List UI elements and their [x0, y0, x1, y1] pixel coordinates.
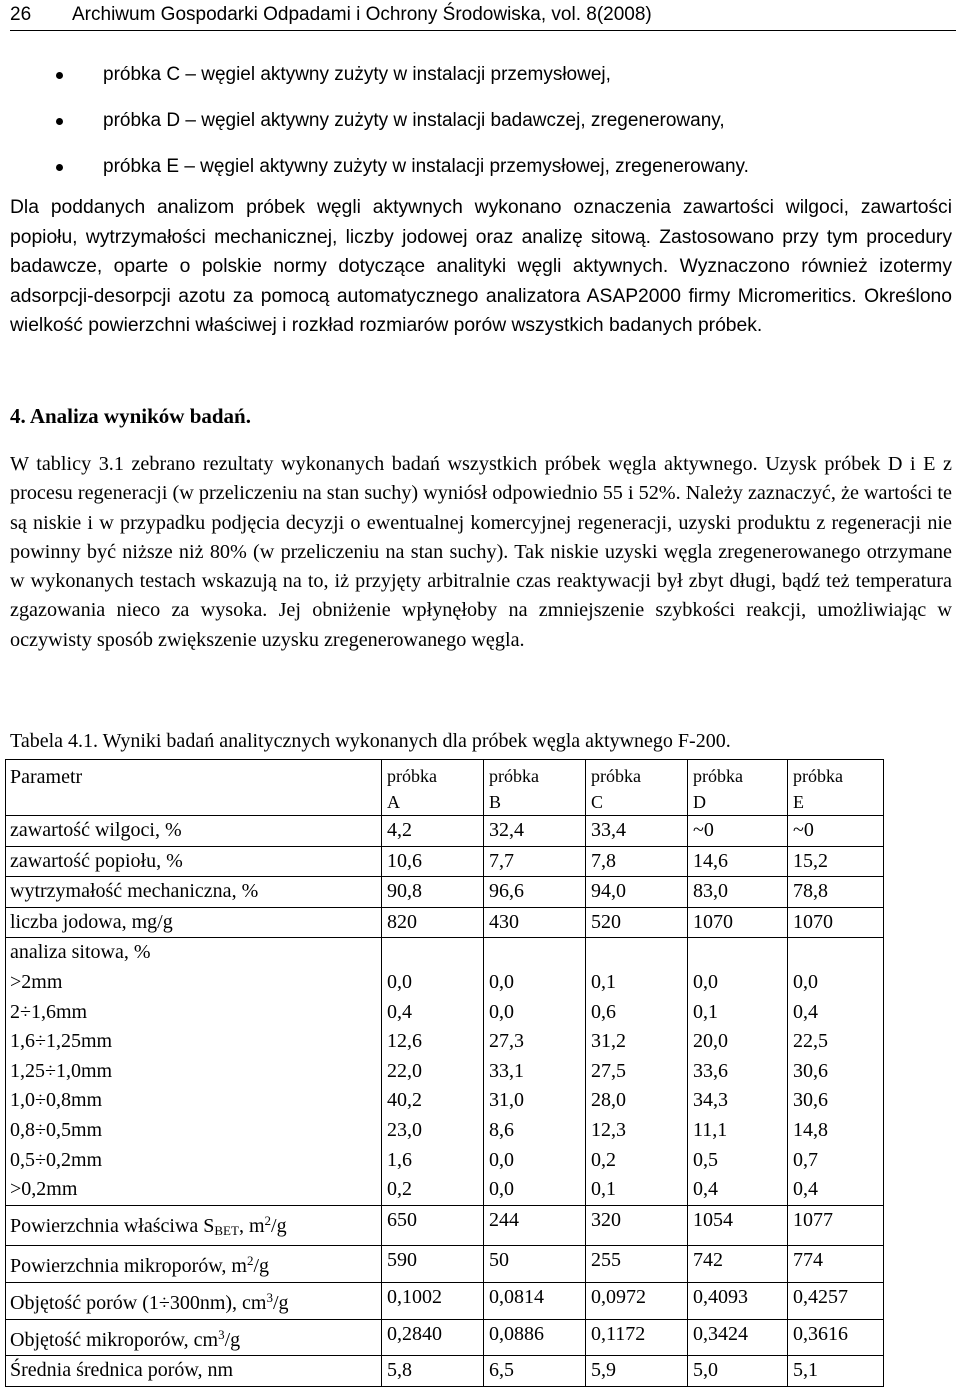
row-value: 1070	[788, 907, 884, 938]
journal-title: Archiwum Gospodarki Odpadami i Ochrony Środowiska, vol. 8(2008)	[72, 4, 652, 25]
sieve-value: 0,0	[489, 1148, 514, 1171]
sieve-row	[6, 938, 884, 1205]
table-row	[6, 907, 884, 938]
sieve-title: analiza sitowa, %	[10, 941, 151, 964]
row-value: 0,0886	[484, 1319, 586, 1356]
sieve-value: 0,4	[793, 1178, 818, 1201]
sieve-value: 30,6	[793, 1059, 828, 1082]
row-value: 0,3424	[688, 1319, 788, 1356]
header-sample-a: próbka A	[382, 760, 484, 816]
sieve-value: 40,2	[387, 1089, 422, 1112]
row-value: 50	[484, 1246, 586, 1283]
sieve-fraction-label: 1,25÷1,0mm	[10, 1059, 113, 1082]
sieve-value: 0,2	[387, 1178, 412, 1201]
row-value: 5,8	[382, 1356, 484, 1387]
header-sample-c: próbka C	[586, 760, 688, 816]
row-value: 6,5	[484, 1356, 586, 1387]
sieve-value: 23,0	[387, 1118, 422, 1141]
row-value: 10,6	[382, 846, 484, 877]
row-value: 590	[382, 1246, 484, 1283]
table-header-row	[6, 760, 884, 816]
row-value: 83,0	[688, 877, 788, 908]
table-row	[6, 1319, 884, 1356]
sieve-value: 0,6	[591, 1000, 616, 1023]
bullet-icon	[56, 164, 63, 171]
row-value: 32,4	[484, 816, 586, 847]
sieve-value: 0,0	[387, 970, 412, 993]
row-value: 650	[382, 1205, 484, 1246]
sieve-value: 0,0	[489, 970, 514, 993]
row-label: wytrzymałość mechaniczna, %	[6, 877, 382, 908]
row-value: 5,0	[688, 1356, 788, 1387]
sieve-value: 12,6	[387, 1030, 422, 1053]
row-label: Objętość porów (1÷300nm), $cm^3/g$	[6, 1282, 382, 1319]
row-value: 94,0	[586, 877, 688, 908]
sieve-value: 27,5	[591, 1059, 626, 1082]
list-item-text: próbka E – węgiel aktywny zużyty w instalacji przemysłowej, zregenerowany.	[103, 156, 749, 177]
row-value: 0,4257	[788, 1282, 884, 1319]
results-table	[5, 759, 884, 1387]
row-value: 1054	[688, 1205, 788, 1246]
row-value: 0,1172	[586, 1319, 688, 1356]
sieve-value: 0,4	[793, 1000, 818, 1023]
row-label: zawartość popiołu, %	[6, 846, 382, 877]
sieve-value: 33,6	[693, 1059, 728, 1082]
row-value: 7,7	[484, 846, 586, 877]
sieve-value: 0,1	[591, 1178, 616, 1201]
row-value: 33,4	[586, 816, 688, 847]
row-value: 255	[586, 1246, 688, 1283]
sieve-value: 30,6	[793, 1089, 828, 1112]
sieve-value: 14,8	[793, 1118, 828, 1141]
sieve-value: 0,0	[693, 970, 718, 993]
sieve-col-d	[688, 938, 788, 1205]
bullet-icon	[56, 118, 63, 125]
row-value: 0,4093	[688, 1282, 788, 1319]
row-value: 5,9	[586, 1356, 688, 1387]
sieve-value: 12,3	[591, 1118, 626, 1141]
row-value: 4,2	[382, 816, 484, 847]
row-value: 0,2840	[382, 1319, 484, 1356]
row-value: 1077	[788, 1205, 884, 1246]
methods-paragraph: Dla poddanych analizom próbek węgli aktywnych wykonano oznaczenia zawartości wilgoci, zawartości popiołu, wytrzymałości mechanicznej, liczby jodowej oraz analizę sitową. Zastosowano przy tym procedury badawcze, oparte o polskie normy dotyczące analityki węgli aktywnych. Wyznaczono również izotermy adsorpcji-desorpcji azotu za pomocą automatycznego analizatora ASAP2000 firmy Micromeritics. Określono wielkość powierzchni właściwej i rozkład rozmiarów porów wszystkich badanych próbek.	[10, 197, 952, 337]
header-param: Parametr	[6, 760, 382, 816]
row-value: 430	[484, 907, 586, 938]
table-caption: Tabela 4.1. Wyniki badań analitycznych wykonanych dla próbek węgla aktywnego F-200.	[10, 730, 731, 752]
row-value: ~0	[688, 816, 788, 847]
row-value: 1070	[688, 907, 788, 938]
row-value: 0,3616	[788, 1319, 884, 1356]
sieve-value: 20,0	[693, 1030, 728, 1053]
sieve-value: 0,4	[693, 1178, 718, 1201]
row-value: 520	[586, 907, 688, 938]
table-row	[6, 1282, 884, 1319]
sieve-value: 33,1	[489, 1059, 524, 1082]
sieve-value: 22,5	[793, 1030, 828, 1053]
table-row	[6, 816, 884, 847]
page-number: 26	[10, 4, 32, 25]
sieve-value: 0,1	[693, 1000, 718, 1023]
sieve-fraction-label: 2÷1,6mm	[10, 1000, 88, 1023]
row-value: 0,1002	[382, 1282, 484, 1319]
row-label: Powierzchnia właściwa $S_{BET}$, $m^2/g$	[6, 1205, 382, 1246]
sieve-fraction-label: 0,8÷0,5mm	[10, 1118, 103, 1141]
row-value: ~0	[788, 816, 884, 847]
table-row	[6, 877, 884, 908]
sieve-value: 0,4	[387, 1000, 412, 1023]
row-value: 244	[484, 1205, 586, 1246]
list-item	[0, 98, 960, 144]
list-item-text: próbka D – węgiel aktywny zużyty w instalacji badawczej, zregenerowany,	[103, 110, 725, 131]
row-value: 774	[788, 1246, 884, 1283]
table-row	[6, 1356, 884, 1387]
table-row	[6, 1205, 884, 1246]
row-value: 96,6	[484, 877, 586, 908]
row-value: 0,0814	[484, 1282, 586, 1319]
list-item	[0, 144, 960, 190]
sieve-col-b	[484, 938, 586, 1205]
sieve-col-c	[586, 938, 688, 1205]
sieve-labels	[6, 938, 382, 1205]
table-row	[6, 846, 884, 877]
list-item-text: próbka C – węgiel aktywny zużyty w instalacji przemysłowej,	[103, 64, 611, 85]
header-sample-b: próbka B	[484, 760, 586, 816]
section-heading: 4. Analiza wyników badań.	[10, 404, 251, 428]
sieve-fraction-label: 1,6÷1,25mm	[10, 1030, 113, 1053]
row-value: 5,1	[788, 1356, 884, 1387]
sieve-fraction-label: 1,0÷0,8mm	[10, 1089, 103, 1112]
sieve-value: 0,7	[793, 1148, 818, 1171]
row-label: Powierzchnia mikroporów, $m^2/g$	[6, 1246, 382, 1283]
row-label: liczba jodowa, mg/g	[6, 907, 382, 938]
sieve-col-e	[788, 938, 884, 1205]
sieve-fraction-label: 0,5÷0,2mm	[10, 1148, 103, 1171]
row-value: 742	[688, 1246, 788, 1283]
sieve-value: 0,0	[489, 1178, 514, 1201]
sieve-value: 31,2	[591, 1030, 626, 1053]
row-value: 90,8	[382, 877, 484, 908]
sieve-fraction-label: >2mm	[10, 970, 63, 993]
row-value: 78,8	[788, 877, 884, 908]
row-value: 0,0972	[586, 1282, 688, 1319]
row-label: Średnia średnica porów, nm	[6, 1356, 382, 1387]
results-paragraph: W tablicy 3.1 zebrano rezultaty wykonanych badań wszystkich próbek węgla aktywnego. Uzysk próbek D i E z procesu regeneracji (w przeliczeniu na stan suchy) wyniósł odpowiednio 55 i 52%. Należy zaznaczyć, że wartości te są niskie i w przypadku podjęcia decyzji o ewentualnej komercyjnej regeneracji, uzyski produktu z regeneracji nie powinny być niższe niż 80% (w przeliczeniu na stan suchy). Tak niskie uzyski węgla zregenerowanego otrzymane w wykonanych testach wskazują na to, iż przyjęty arbitralnie czas reaktywacji był zbyt długi, bądź też temperatura zgazowania nieco za wysoka. Jej obniżenie wpłynęłoby na zmniejszenie szybkości reakcji, umożliwiając w oczywisty sposób zwiększenie uzysku zregenerowanego węgla.	[10, 453, 952, 651]
sample-list	[0, 52, 960, 190]
sieve-value: 0,0	[489, 1000, 514, 1023]
running-header	[10, 0, 956, 31]
row-value: 820	[382, 907, 484, 938]
table-row	[6, 1246, 884, 1283]
sieve-value: 1,6	[387, 1148, 412, 1171]
row-value: 14,6	[688, 846, 788, 877]
bullet-icon	[56, 72, 63, 79]
sieve-value: 8,6	[489, 1118, 514, 1141]
row-value: 7,8	[586, 846, 688, 877]
sieve-value: 0,2	[591, 1148, 616, 1171]
sieve-value: 22,0	[387, 1059, 422, 1082]
sieve-value: 0,5	[693, 1148, 718, 1171]
header-sample-d: próbka D	[688, 760, 788, 816]
sieve-value: 11,1	[693, 1118, 728, 1141]
sieve-value: 31,0	[489, 1089, 524, 1112]
row-value: 320	[586, 1205, 688, 1246]
sieve-value: 0,1	[591, 970, 616, 993]
header-sample-e: próbka E	[788, 760, 884, 816]
sieve-col-a	[382, 938, 484, 1205]
sieve-value: 34,3	[693, 1089, 728, 1112]
list-item	[0, 52, 960, 98]
sieve-fraction-label: >0,2mm	[10, 1178, 78, 1201]
sieve-value: 28,0	[591, 1089, 626, 1112]
row-label: Objętość mikroporów, $cm^3/g$	[6, 1319, 382, 1356]
sieve-value: 0,0	[793, 970, 818, 993]
row-label: zawartość wilgoci, %	[6, 816, 382, 847]
sieve-value: 27,3	[489, 1030, 524, 1053]
row-value: 15,2	[788, 846, 884, 877]
